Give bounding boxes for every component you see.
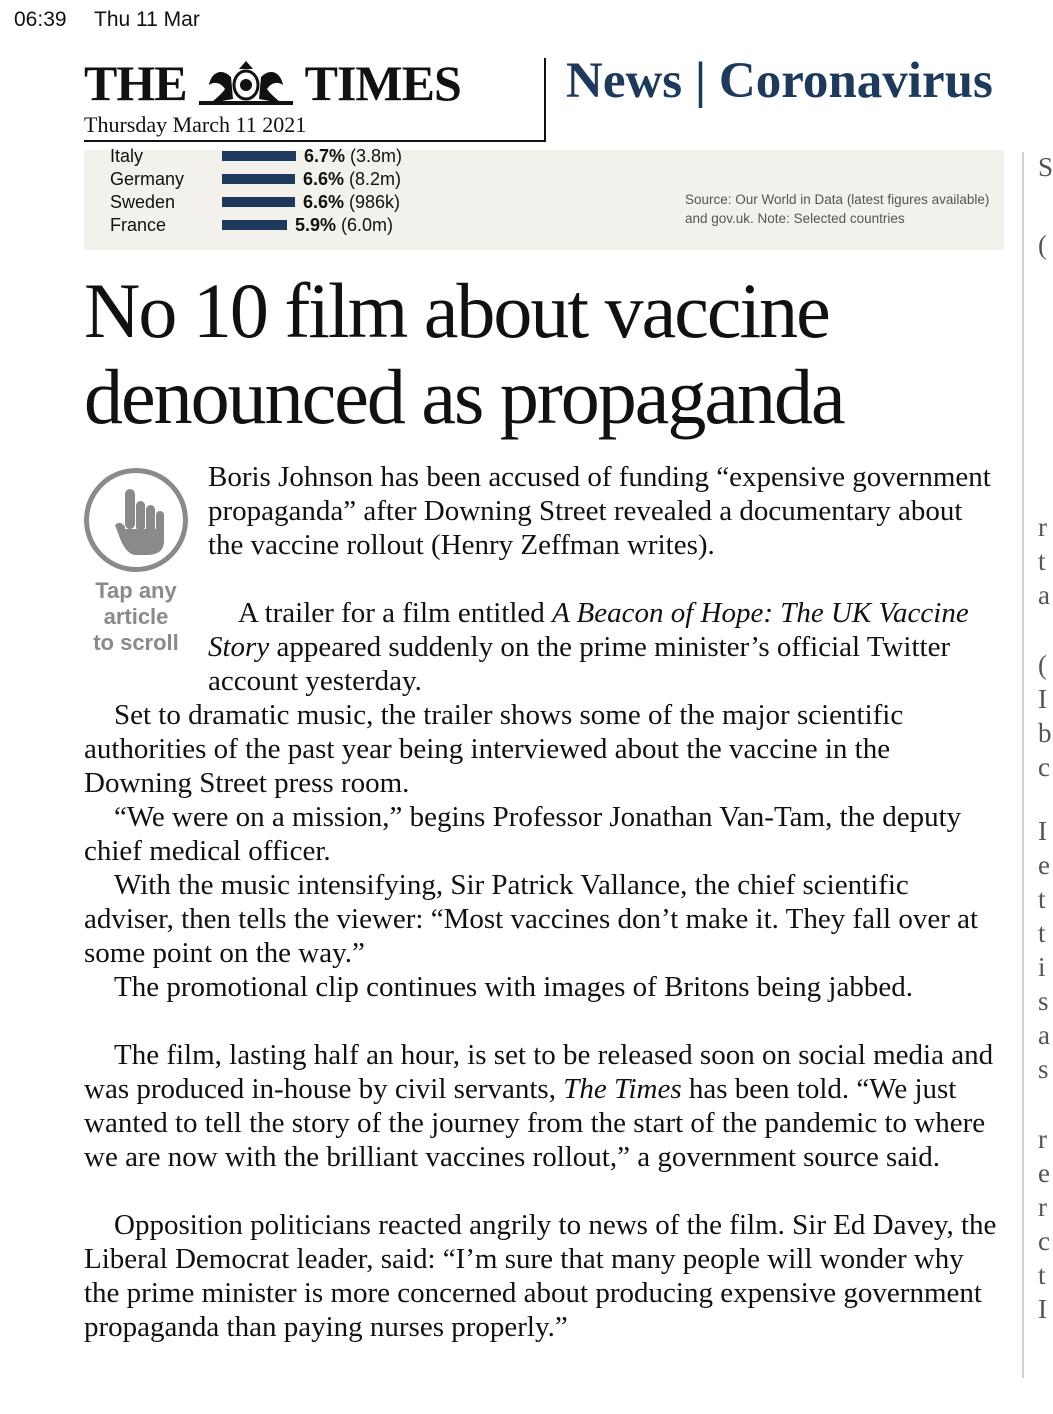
chart-category-label: France	[110, 214, 167, 235]
paragraph-7-text-a: The film, lasting half an hour, is set to be released soon on social media and was produced in-house by civil servants,	[84, 1039, 994, 1105]
clipped-column-glyph: r	[1038, 1124, 1047, 1154]
clipped-column-glyph: r	[1038, 512, 1047, 542]
clipped-column-glyph: s	[1038, 1054, 1049, 1084]
masthead	[84, 55, 484, 138]
section-title[interactable]: News | Coronavirus	[566, 53, 993, 109]
publication-name: The Times	[563, 1073, 682, 1105]
paragraph-2-text-a: A trailer for a film entitled	[238, 597, 553, 629]
column-divider	[1022, 152, 1024, 1378]
clipped-column-glyph: (	[1038, 650, 1047, 680]
article-headline	[84, 268, 1004, 440]
chart-category-label: Italy	[110, 145, 144, 166]
clipped-column-glyph: t	[1038, 1260, 1046, 1290]
masthead-divider	[544, 58, 546, 142]
chart-bar	[222, 151, 296, 161]
article-paragraph-1: Boris Johnson has been accused of funding “expensive government propaganda” after Downing Street revealed a documentary about the vaccine rollout (Henry Zeffman writes).	[208, 461, 991, 561]
clipped-column-glyph: r	[1038, 1192, 1047, 1222]
chart-value-label: 6.7% (3.8m)	[304, 145, 403, 166]
clipped-column-glyph: c	[1038, 752, 1050, 782]
chart-row-france	[84, 213, 684, 237]
status-time: 06:39	[14, 8, 67, 31]
clipped-column-glyph: I	[1038, 816, 1047, 846]
paragraph-7-text-b: has been told. “We just wanted to tell the story of the journey from the start of the pandemic to where we are now with the brilliant vaccines rollout,” a government source said.	[84, 1073, 986, 1173]
article-paragraph-5: With the music intensifying, Sir Patrick Vallance, the chief scientific adviser, then tells the viewer: “Most vaccines don’t make it. They fall over at some point on the way.”	[84, 869, 979, 969]
clipped-column-glyph: S	[1038, 152, 1053, 182]
tap-text-line-3: to scroll	[93, 630, 179, 655]
chart-value-label: 6.6% (986k)	[303, 191, 401, 212]
royal-crest-icon	[191, 59, 301, 107]
clipped-column-glyph: b	[1038, 718, 1052, 748]
tap-text-line-2: article	[103, 604, 169, 629]
chart-category-label: Sweden	[110, 191, 176, 212]
tap-text-line-1: Tap any	[95, 578, 177, 603]
chart-category-label: Germany	[110, 168, 185, 189]
article-paragraph-7	[84, 1038, 1004, 1174]
publication-date: Thursday March 11 2021	[84, 112, 307, 137]
tap-circle	[84, 468, 188, 572]
tap-instruction	[84, 578, 188, 656]
clipped-column-glyph: t	[1038, 918, 1046, 948]
chart-source-note: Source: Our World in Data (latest figures available) and gov.uk. Note: Selected countries	[685, 192, 990, 226]
paragraph-2-text-b: appeared suddenly on the prime minister’s official Twitter account yesterday.	[208, 631, 951, 697]
masthead-underline	[84, 140, 546, 142]
adjacent-article-column[interactable]	[1038, 150, 1053, 1410]
chart-value-label: 6.6% (8.2m)	[303, 168, 402, 189]
clipped-column-glyph: e	[1038, 1158, 1050, 1188]
vaccination-chart[interactable]	[84, 145, 1004, 250]
status-date: Thu 11 Mar	[94, 8, 200, 31]
chart-bar	[222, 174, 295, 184]
article-paragraph-2	[208, 596, 1004, 698]
clipped-column-glyph: t	[1038, 546, 1046, 576]
chart-row-sweden	[84, 190, 684, 214]
clipped-column-glyph: i	[1038, 952, 1046, 982]
film-title: A Beacon of Hope: The UK Vaccine Story	[208, 597, 969, 663]
clipped-column-glyph: (	[1038, 230, 1047, 260]
chart-bar	[222, 197, 295, 207]
pointing-hand-icon	[111, 485, 167, 557]
clipped-column-glyph: I	[1038, 1294, 1047, 1324]
times-logo[interactable]	[84, 55, 484, 111]
chart-value-label: 5.9% (6.0m)	[295, 214, 394, 235]
clipped-column-glyph: s	[1038, 986, 1049, 1016]
logo-word-the: THE	[84, 55, 187, 111]
clipped-column-glyph: I	[1038, 684, 1047, 714]
clipped-column-glyph: c	[1038, 1226, 1050, 1256]
status-bar	[14, 8, 222, 32]
clipped-column-glyph: a	[1038, 1020, 1050, 1050]
clipped-column-glyph: t	[1038, 884, 1046, 914]
chart-row-italy	[84, 144, 684, 168]
clipped-column-glyph: a	[1038, 580, 1050, 610]
article-paragraph-8: Opposition politicians reacted angrily to news of the film. Sir Ed Davey, the Liberal Democrat leader, said: “I’m sure that many people will wonder why the prime minister is more concerned about producing expensive government propaganda than paying nurses properly.”	[84, 1209, 997, 1343]
tap-to-scroll-badge[interactable]	[84, 468, 188, 656]
article-paragraph-6: The promotional clip continues with images of Britons being jabbed.	[114, 971, 913, 1003]
headline-line-1: No 10 film about vaccine	[84, 267, 829, 354]
logo-word-times: TIMES	[304, 55, 461, 111]
clipped-column-glyph: e	[1038, 850, 1050, 880]
chart-row-germany	[84, 167, 684, 191]
article-paragraph-3: Set to dramatic music, the trailer shows some of the major scientific authorities of the past year being interviewed about the vaccine in the Downing Street press room.	[84, 699, 904, 799]
chart-bar	[222, 220, 287, 230]
headline-line-2: denounced as propaganda	[84, 353, 844, 440]
article-paragraph-4: “We were on a mission,” begins Professor Jonathan Van-Tam, the deputy chief medical officer.	[84, 801, 962, 867]
